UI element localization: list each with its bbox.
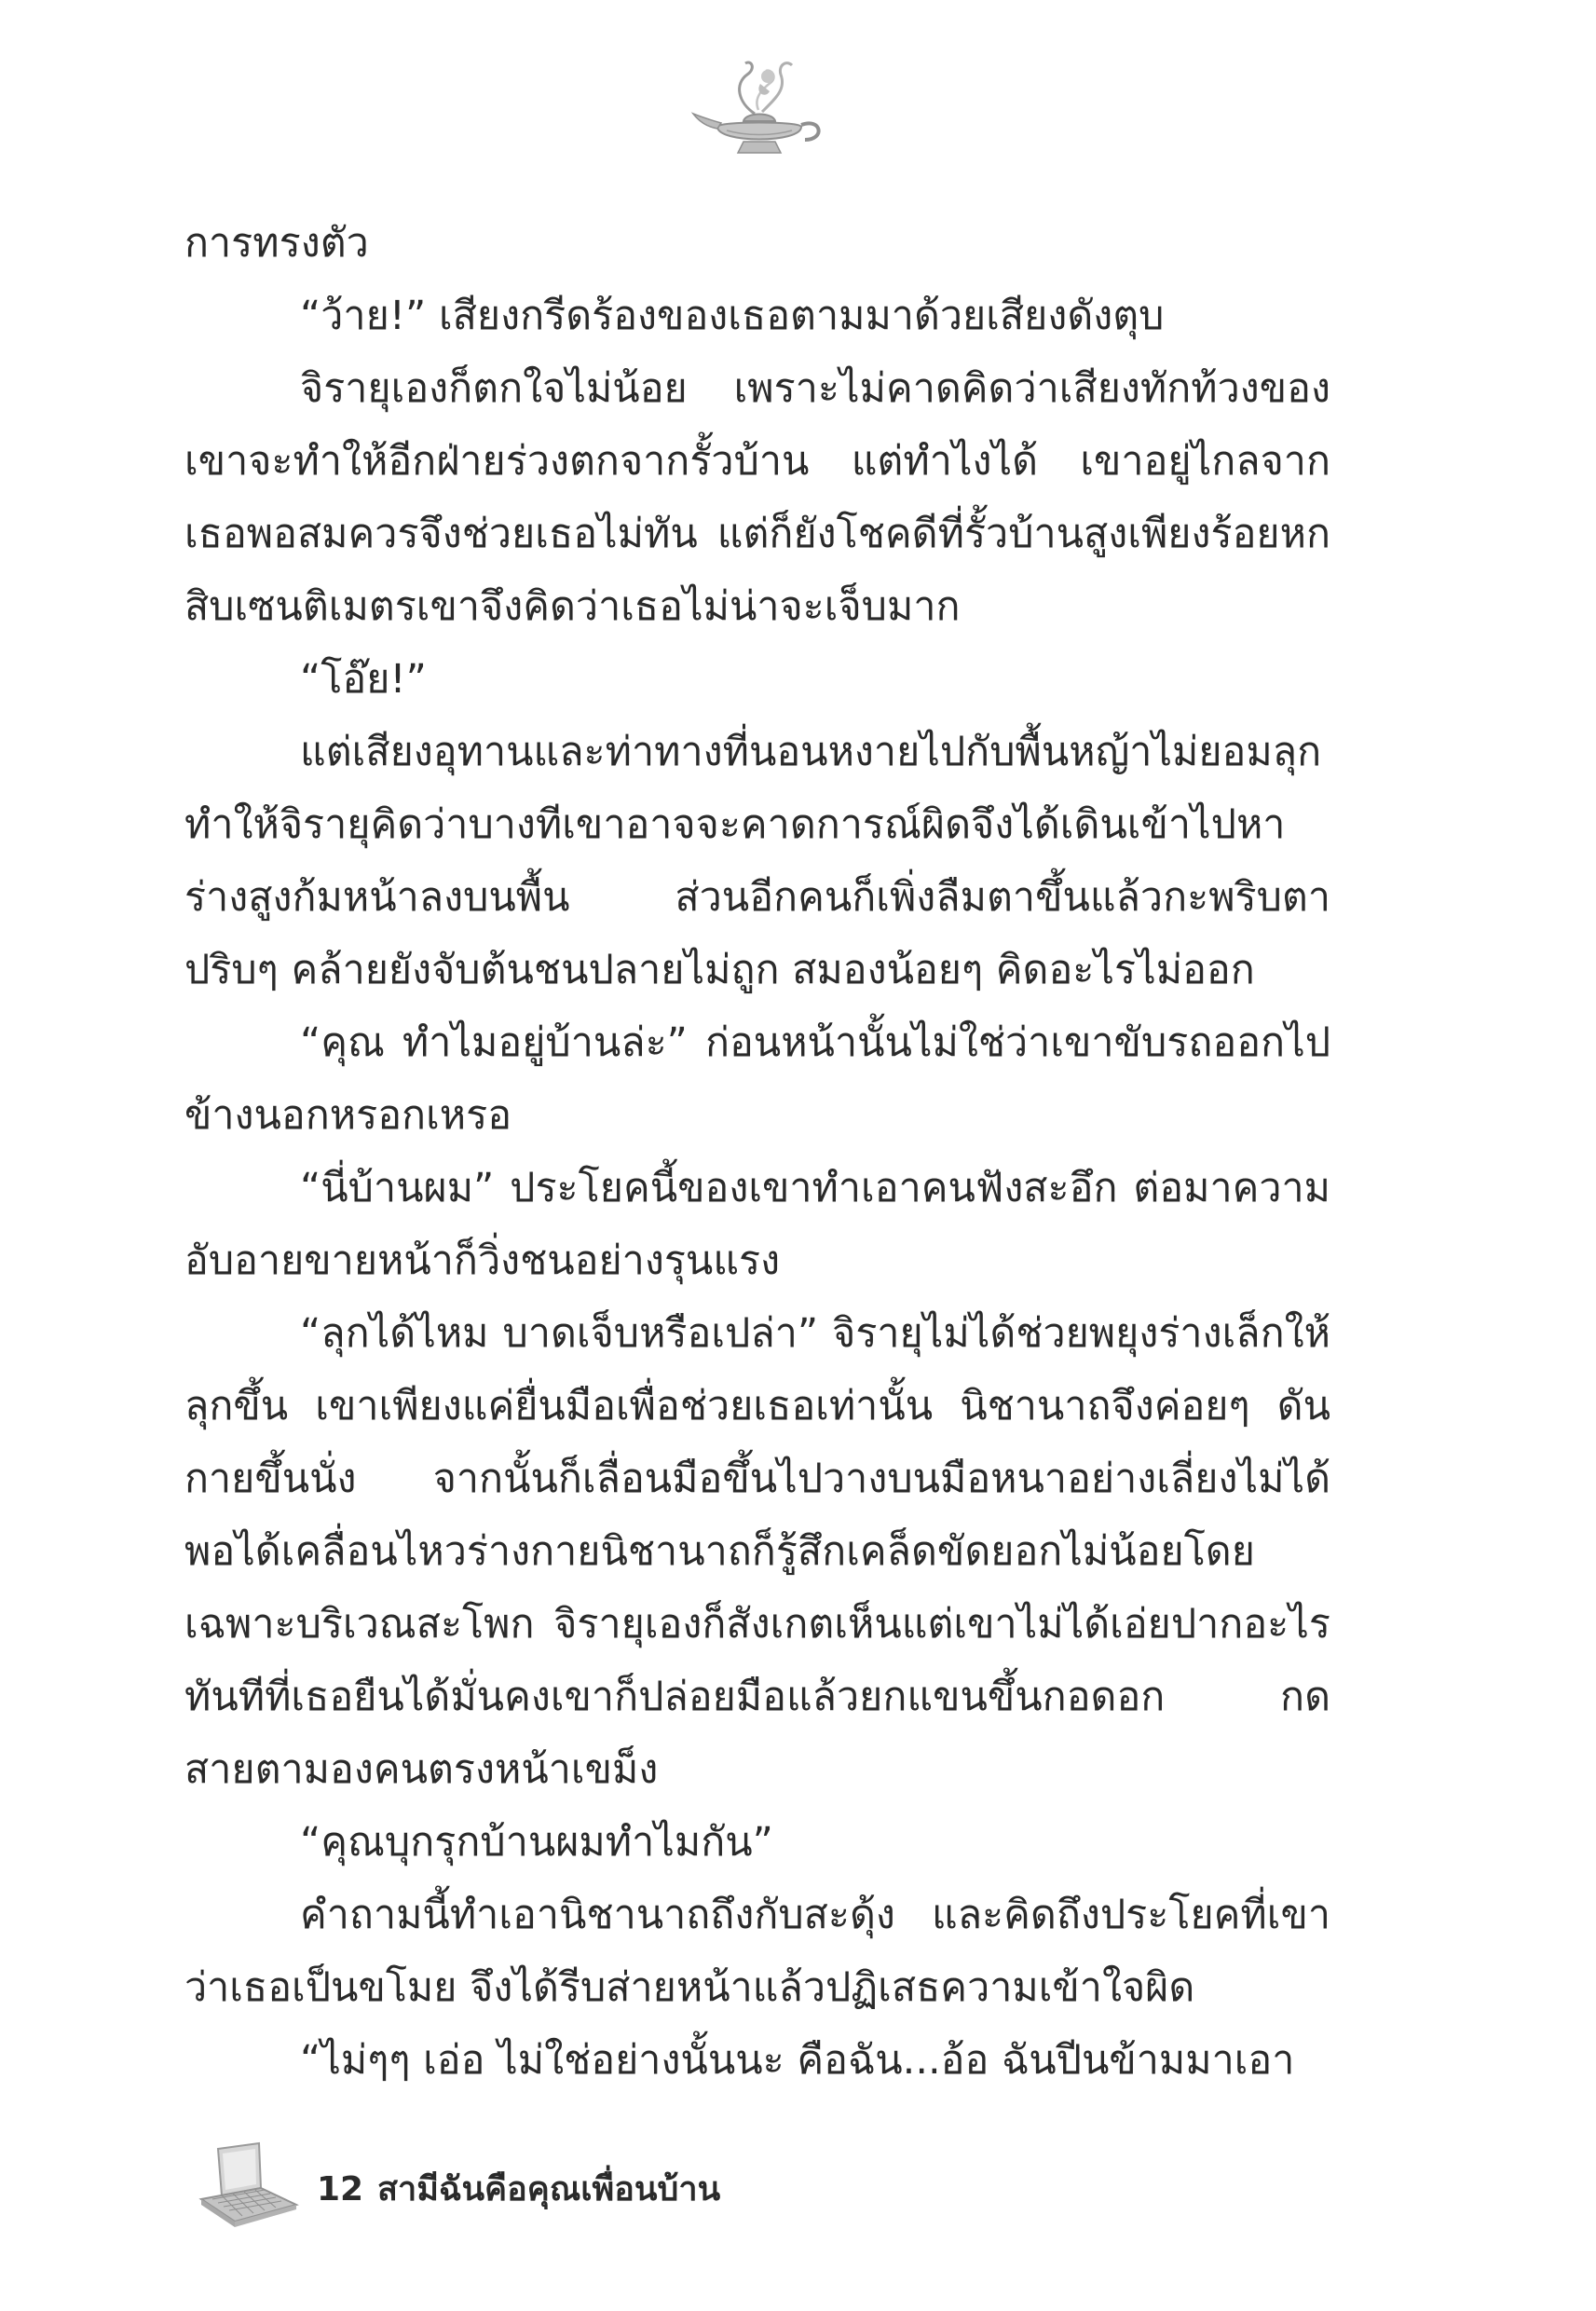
paragraph: “ว้าย!” เสียงกรีดร้องของเธอตามมาด้วยเสียงดังตุบ: [300, 293, 1165, 339]
paragraph: คำถามนี้ทำเอานิชานาถถึงกับสะดุ้ง และคิดถึงประโยคที่เขาว่าเธอเป็นขโมย จึงได้รีบส่ายหน้าแล้วปฏิเสธความเข้าใจผิด: [184, 1892, 1330, 2011]
book-title: สามีฉันคือคุณเพื่อนบ้าน: [377, 2170, 721, 2208]
paragraph: จิรายุเองก็ตกใจไม่น้อย เพราะไม่คาดคิดว่าเสียงทักท้วงของเขาจะทำให้อีกฝ่ายร่วงตกจากรั้วบ้าน แต่ทำไงได้ เขาอยู่ไกลจากเธอพอสมควรจึงช่วยเธอไม่ทัน แต่ก็ยังโชคดีที่รั้วบ้านสูงเพียงร้อยหกสิบเซนติเมตรเขาจึงคิดว่าเธอไม่น่าจะเจ็บมาก: [184, 365, 1330, 630]
paragraph: การทรงตัว: [184, 220, 369, 267]
page-footer: [184, 2141, 1303, 2235]
paragraph: “คุณ ทำไมอยู่บ้านล่ะ” ก่อนหน้านั้นไม่ใช่ว่าเขาขับรถออกไปข้างนอกหรอกเหรอ: [184, 1019, 1330, 1139]
paragraph: “คุณบุกรุกบ้านผมทำไมกัน”: [300, 1819, 773, 1866]
laptop-icon: [194, 2141, 301, 2230]
paragraph: “ลุกได้ไหม บาดเจ็บหรือเปล่า” จิรายุไม่ได้ช่วยพยุงร่างเล็กให้ลุกขึ้น เขาเพียงแค่ยื่นมือเพื่อช่วยเธอเท่านั้น นิชานาถจึงค่อยๆ ดันกายขึ้นนั่ง จากนั้นก็เลื่อนมือขึ้นไปวางบนมือหนาอย่างเลี่ยงไม่ได้ พอได้เคลื่อนไหวร่างกายนิชานาถก็รู้สึกเคล็ดขัดยอกไม่น้อยโดยเฉพาะบริเวณสะโพก จิรายุเองก็สังเกตเห็นแต่เขาไม่ได้เอ่ยปากอะไร ทันทีที่เธอยืนได้มั่นคงเขาก็ปล่อยมือแล้วยกแขนขึ้นกอดอก กดสายตามองคนตรงหน้าเขม็ง: [184, 1310, 1330, 1793]
genie-lamp-icon: [689, 56, 829, 168]
body-text: [184, 207, 1330, 2097]
paragraph: แต่เสียงอุทานและท่าทางที่นอนหงายไปกับพื้นหญ้าไม่ยอมลุกทำให้จิรายุคิดว่าบางทีเขาอาจจะคาดการณ์ผิดจึงได้เดินเข้าไปหา ร่างสูงก้มหน้าลงบนพื้น ส่วนอีกคนก็เพิ่งลืมตาขึ้นแล้วกะพริบตาปริบๆ คล้ายยังจับต้นชนปลายไม่ถูก สมองน้อยๆ คิดอะไรไม่ออก: [184, 729, 1330, 993]
paragraph: “นี่บ้านผม” ประโยคนี้ของเขาทำเอาคนฟังสะอึก ต่อมาความอับอายขายหน้าก็วิ่งชนอย่างรุนแรง: [184, 1165, 1330, 1284]
paragraph: “โอ๊ย!”: [300, 656, 427, 703]
page-number: 12: [317, 2170, 364, 2208]
paragraph: “ไม่ๆๆ เอ่อ ไม่ใช่อย่างนั้นนะ คือฉัน...อ้อ ฉันปีนข้ามมาเอา: [300, 2037, 1295, 2084]
